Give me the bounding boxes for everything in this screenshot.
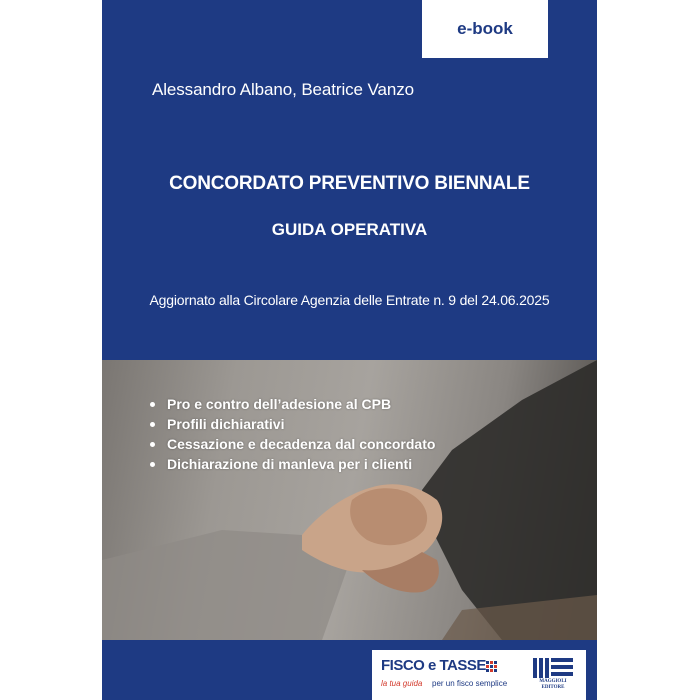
feature-item: Cessazione e decadenza dal concordato xyxy=(148,434,435,454)
feature-item: Pro e contro dell’adesione al CPB xyxy=(148,394,435,414)
publisher-logo-box xyxy=(372,650,586,700)
brand-name: FISCO e TASSE xyxy=(381,657,486,674)
book-subtitle: GUIDA OPERATIVA xyxy=(271,220,428,239)
ebook-badge-label: e-book xyxy=(457,19,513,38)
update-note: Aggiornato alla Circolare Agenzia delle Entrate n. 9 del 24.06.2025 xyxy=(149,292,550,308)
ebook-badge xyxy=(422,0,548,58)
tagline-rest: per un fisco semplice xyxy=(432,679,508,688)
imprint-name: MAGGIOLI EDITORE xyxy=(539,679,567,690)
maggioli-logo-icon xyxy=(532,656,574,678)
tagline-accent: la tua guida xyxy=(381,679,423,688)
handshake-photo xyxy=(102,360,597,640)
brand-grid-icon xyxy=(486,661,498,675)
book-title: CONCORDATO PREVENTIVO BIENNALE xyxy=(169,173,530,194)
feature-item: Profili dichiarativi xyxy=(148,414,435,434)
feature-list xyxy=(148,394,435,474)
authors: Alessandro Albano, Beatrice Vanzo xyxy=(152,80,414,99)
cover-footer xyxy=(102,640,597,700)
feature-item: Dichiarazione di manleva per i clienti xyxy=(148,454,435,474)
book-cover xyxy=(102,0,597,700)
